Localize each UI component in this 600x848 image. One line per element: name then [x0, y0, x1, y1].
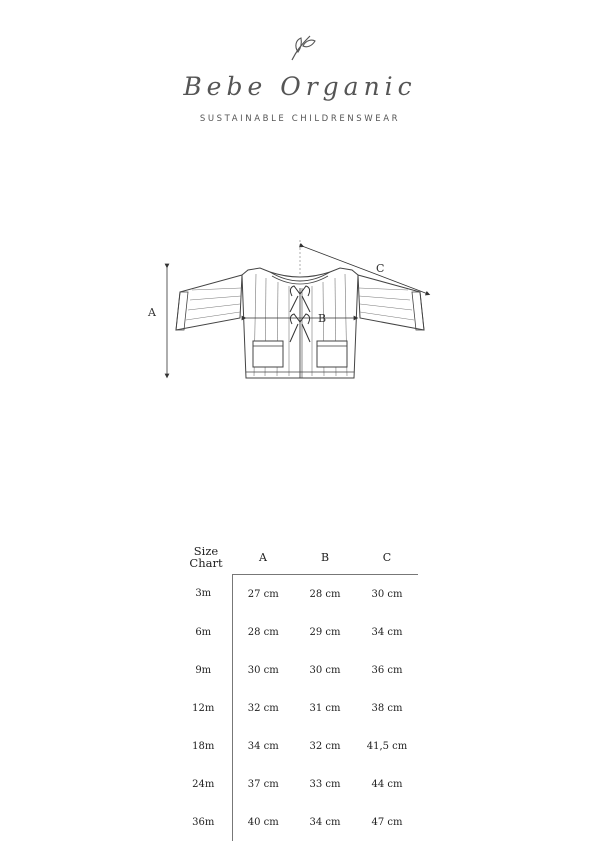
size-cell: 12m [192, 702, 215, 714]
jacket-illustration [140, 230, 450, 390]
measurement-a-cell: 34 cm [232, 727, 294, 765]
measurement-b-cell: 34 cm [309, 816, 341, 828]
measurement-c-cell: 41,5 cm [366, 740, 408, 752]
brand-name: Bebe Organic [183, 72, 417, 101]
measurement-a-cell: 32 cm [232, 689, 294, 727]
measurement-a-cell: 27 cm [232, 575, 294, 614]
column-header-a: A [232, 540, 294, 575]
measurement-a-cell: 40 cm [232, 803, 294, 841]
measurement-c-cell: 36 cm [371, 664, 403, 676]
measurement-c-cell: 30 cm [371, 588, 403, 600]
measurement-b-cell: 31 cm [309, 702, 341, 714]
size-cell: 18m [192, 740, 215, 752]
size-cell: 36m [192, 816, 215, 828]
table-row [180, 575, 418, 614]
table-row [180, 613, 418, 651]
size-heading-line2: Chart [189, 556, 223, 571]
column-header-b: B [294, 540, 356, 575]
table-row [180, 689, 418, 727]
table-row [180, 727, 418, 765]
measurement-a-cell: 37 cm [232, 765, 294, 803]
measurement-a-cell: 30 cm [232, 651, 294, 689]
table-row [180, 803, 418, 841]
leaf-sprig-icon [284, 30, 320, 64]
measurement-a-cell: 28 cm [232, 613, 294, 651]
size-cell: 24m [192, 778, 215, 790]
size-chart-table [180, 540, 418, 841]
size-cell: 6m [195, 626, 212, 638]
table-row [180, 765, 418, 803]
measurement-b-cell: 33 cm [309, 778, 341, 790]
measurement-c-cell: 38 cm [371, 702, 403, 714]
size-heading-line1: Size [193, 544, 219, 559]
dimension-b-label: B [318, 312, 327, 325]
measurement-b-cell: 29 cm [309, 626, 341, 638]
dimension-c-label: C [376, 262, 385, 275]
garment-diagram [140, 230, 450, 390]
column-header-c: C [356, 540, 418, 575]
size-chart-heading [180, 540, 232, 575]
measurement-c-cell: 47 cm [371, 816, 403, 828]
size-cell: 3m [195, 588, 212, 600]
measurement-b-cell: 30 cm [309, 664, 341, 676]
dimension-a-label: A [148, 306, 156, 319]
brand-tagline: SUSTAINABLE CHILDRENSWEAR [199, 114, 401, 124]
size-cell: 9m [195, 664, 212, 676]
measurement-c-cell: 34 cm [371, 626, 403, 638]
table-row [180, 651, 418, 689]
size-chart-header-row [180, 540, 418, 575]
measurement-c-cell: 44 cm [371, 778, 403, 790]
size-chart [180, 540, 420, 841]
measurement-b-cell: 32 cm [309, 740, 341, 752]
measurement-b-cell: 28 cm [309, 588, 341, 600]
